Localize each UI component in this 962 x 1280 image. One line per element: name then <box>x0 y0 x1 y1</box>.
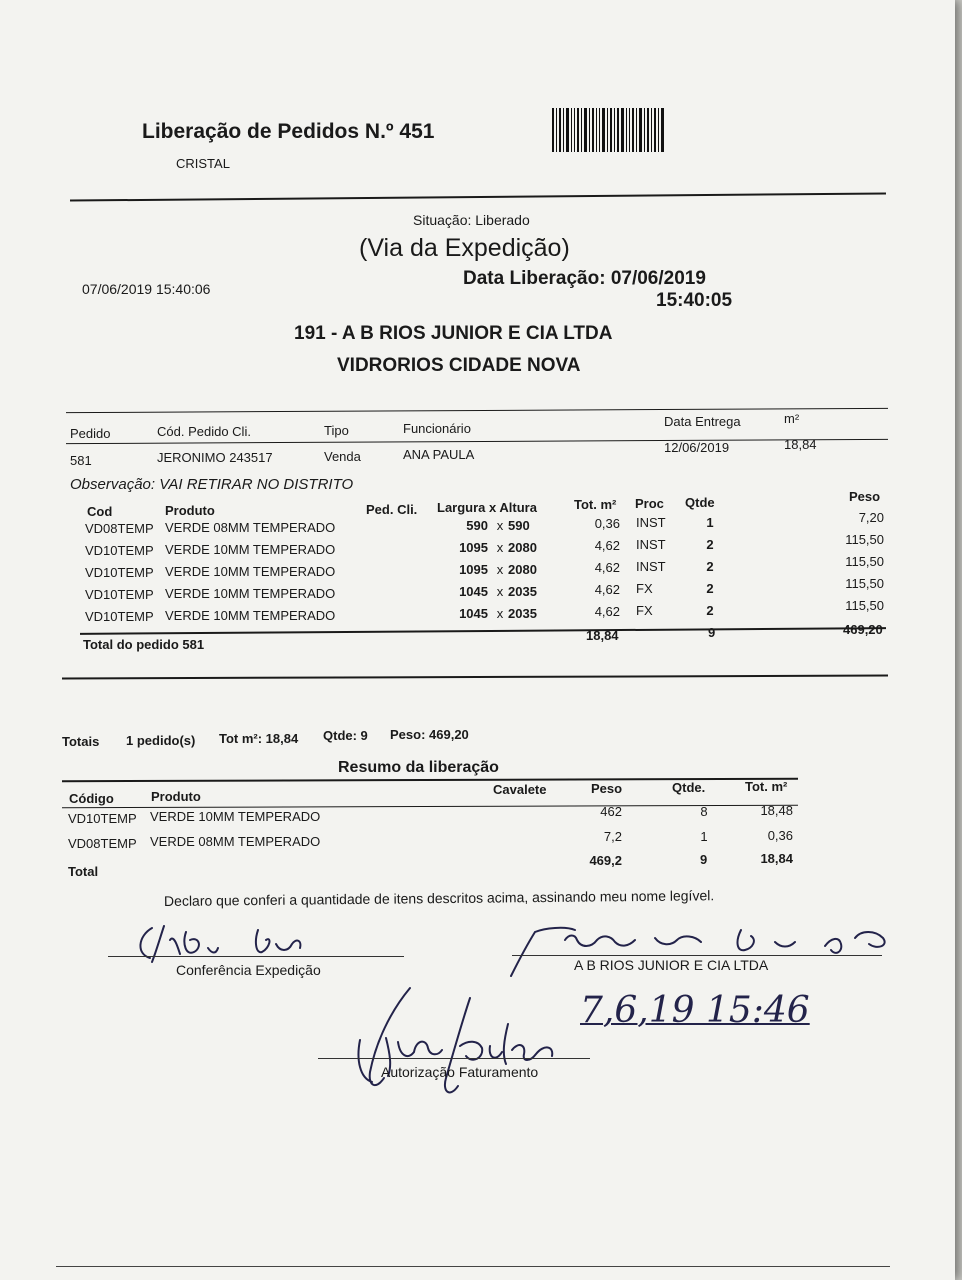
item-cod: VD10TEMP <box>85 609 154 624</box>
observation-text: Observação: VAI RETIRAR NO DISTRITO <box>70 476 354 493</box>
section-divider <box>62 675 888 680</box>
client-signature-label: A B RIOS JUNIOR E CIA LTDA <box>574 957 769 973</box>
item-peso: 115,50 <box>845 532 884 547</box>
document-title: Liberação de Pedidos N.º 451 <box>142 120 435 143</box>
col-tipo: Tipo <box>324 423 349 438</box>
item-tot-m2: 0,36 <box>594 516 620 531</box>
summary-peso: 7,2 <box>603 829 622 844</box>
item-peso: 115,50 <box>845 598 884 613</box>
summary-col-tot-m2: Tot. m² <box>745 779 788 794</box>
item-altura: 590 <box>508 518 530 533</box>
summary-col-codigo: Código <box>69 791 114 806</box>
summary-tot-m2: 18,48 <box>760 803 793 818</box>
items-total-rule <box>80 627 886 635</box>
item-peso: 7,20 <box>858 510 884 525</box>
item-tot-m2: 4,62 <box>594 604 620 619</box>
printed-timestamp: 07/06/2019 15:40:06 <box>82 281 211 297</box>
barcode-graphic <box>552 108 666 152</box>
item-dim-separator: x <box>496 540 504 555</box>
order-total-label: Total do pedido 581 <box>83 637 205 652</box>
summary-title: Resumo da liberação <box>338 759 499 776</box>
item-dim-separator: x <box>496 562 504 577</box>
col-pedido: Pedido <box>70 426 111 441</box>
release-time: 15:40:05 <box>656 290 733 311</box>
summary-col-qtde: Qtde. <box>672 780 706 795</box>
col-proc: Proc <box>635 496 664 511</box>
summary-col-peso: Peso <box>591 781 623 796</box>
autorizacao-signature <box>350 982 580 1110</box>
item-cod: VD08TEMP <box>85 521 154 536</box>
release-date: Data Liberação: 07/06/2019 <box>463 268 706 289</box>
item-dim-separator: x <box>496 518 504 533</box>
delivery-date: 12/06/2019 <box>664 440 730 455</box>
col-produto: Produto <box>165 503 215 518</box>
item-qtde: 2 <box>706 603 714 618</box>
summary-produto: VERDE 10MM TEMPERADO <box>150 809 321 824</box>
item-proc: FX <box>636 603 653 618</box>
col-largura-altura: Largura x Altura <box>437 500 537 515</box>
order-header-mid-rule <box>66 439 888 444</box>
item-qtde: 2 <box>706 581 714 596</box>
autorizacao-signature-line <box>318 1058 590 1059</box>
client-signature-line <box>512 955 882 956</box>
summary-qtde: 8 <box>700 804 708 819</box>
totals-label: Totais <box>62 734 100 749</box>
order-total-m2: 18,84 <box>586 628 619 643</box>
summary-col-cavalete: Cavalete <box>493 782 547 797</box>
header-divider <box>70 192 886 201</box>
summary-total-peso: 469,2 <box>589 853 622 868</box>
client-branch: VIDRORIOS CIDADE NOVA <box>337 355 581 376</box>
order-number: 581 <box>70 453 92 468</box>
autorizacao-label: Autorização Faturamento <box>381 1064 539 1080</box>
item-cod: VD10TEMP <box>85 587 154 602</box>
item-proc: FX <box>636 581 653 596</box>
col-tot-m2: Tot. m² <box>574 497 617 512</box>
item-largura: 1045 <box>459 584 488 599</box>
item-tot-m2: 4,62 <box>594 560 620 575</box>
item-largura: 1045 <box>459 606 488 621</box>
client-order-code: JERONIMO 243517 <box>157 450 273 465</box>
item-tot-m2: 4,62 <box>594 582 620 597</box>
totals-pedidos: 1 pedido(s) <box>126 733 196 748</box>
col-data-entrega: Data Entrega <box>664 414 741 429</box>
col-ped-cli: Ped. Cli. <box>366 502 418 517</box>
col-cod: Cod <box>87 504 113 519</box>
col-qtde: Qtde <box>685 495 715 510</box>
item-proc: INST <box>636 515 666 530</box>
item-altura: 2035 <box>508 584 537 599</box>
summary-qtde: 1 <box>700 829 708 844</box>
totals-qtde: Qtde: 9 <box>323 728 368 743</box>
col-funcionario: Funcionário <box>403 421 471 436</box>
item-peso: 115,50 <box>845 554 884 569</box>
client-name: 191 - A B RIOS JUNIOR E CIA LTDA <box>294 323 613 344</box>
item-produto: VERDE 10MM TEMPERADO <box>165 542 336 557</box>
item-qtde: 2 <box>706 559 714 574</box>
summary-tot-m2: 0,36 <box>767 828 793 843</box>
item-tot-m2: 4,62 <box>594 538 620 553</box>
summary-produto: VERDE 08MM TEMPERADO <box>150 834 321 849</box>
item-largura: 1095 <box>459 562 488 577</box>
summary-total-m2: 18,84 <box>760 851 793 866</box>
summary-peso: 462 <box>600 804 622 819</box>
item-qtde: 2 <box>706 537 714 552</box>
footer-rule <box>56 1266 890 1267</box>
item-dim-separator: x <box>496 606 504 621</box>
summary-total-qtde: 9 <box>700 852 708 867</box>
order-header-top-rule <box>66 408 888 413</box>
item-qtde: 1 <box>706 515 714 530</box>
item-peso: 115,50 <box>845 576 884 591</box>
item-proc: INST <box>636 559 666 574</box>
order-m2: 18,84 <box>784 437 817 452</box>
item-proc: INST <box>636 537 666 552</box>
handwritten-date: 7,6,19 15:46 <box>580 990 810 1031</box>
summary-col-produto: Produto <box>151 789 201 804</box>
item-cod: VD10TEMP <box>85 565 154 580</box>
order-total-qtde: 9 <box>708 625 716 640</box>
item-altura: 2080 <box>508 540 537 555</box>
col-cod-pedido-cli: Cód. Pedido Cli. <box>157 424 251 439</box>
declaration-text: Declaro que conferi a quantidade de itens descritos acima, assinando meu nome legível. <box>163 887 715 909</box>
item-altura: 2080 <box>508 562 537 577</box>
item-cod: VD10TEMP <box>85 543 154 558</box>
totals-m2: Tot m²: 18,84 <box>219 731 299 746</box>
item-dim-separator: x <box>496 584 504 599</box>
item-produto: VERDE 10MM TEMPERADO <box>165 608 336 623</box>
summary-total-label: Total <box>68 864 99 879</box>
col-peso: Peso <box>849 489 881 504</box>
copy-label: (Via da Expedição) <box>359 234 570 262</box>
order-total-peso: 469,20 <box>843 622 883 637</box>
col-m2: m² <box>784 411 800 426</box>
totals-peso: Peso: 469,20 <box>390 727 469 742</box>
order-type: Venda <box>324 449 361 464</box>
employee-name: ANA PAULA <box>403 447 475 462</box>
item-produto: VERDE 10MM TEMPERADO <box>165 586 336 601</box>
status-text: Situação: Liberado <box>413 212 530 228</box>
item-altura: 2035 <box>508 606 537 621</box>
company-name: CRISTAL <box>176 156 230 171</box>
summary-header-rule <box>62 805 798 809</box>
summary-codigo: VD10TEMP <box>68 811 137 826</box>
item-produto: VERDE 08MM TEMPERADO <box>165 520 336 535</box>
conferencia-signature <box>130 918 330 966</box>
item-produto: VERDE 10MM TEMPERADO <box>165 564 336 579</box>
summary-codigo: VD08TEMP <box>68 836 137 851</box>
conferencia-signature-line <box>108 956 404 957</box>
item-largura: 1095 <box>459 540 488 555</box>
conferencia-label: Conferência Expedição <box>176 962 321 978</box>
item-largura: 590 <box>466 518 488 533</box>
